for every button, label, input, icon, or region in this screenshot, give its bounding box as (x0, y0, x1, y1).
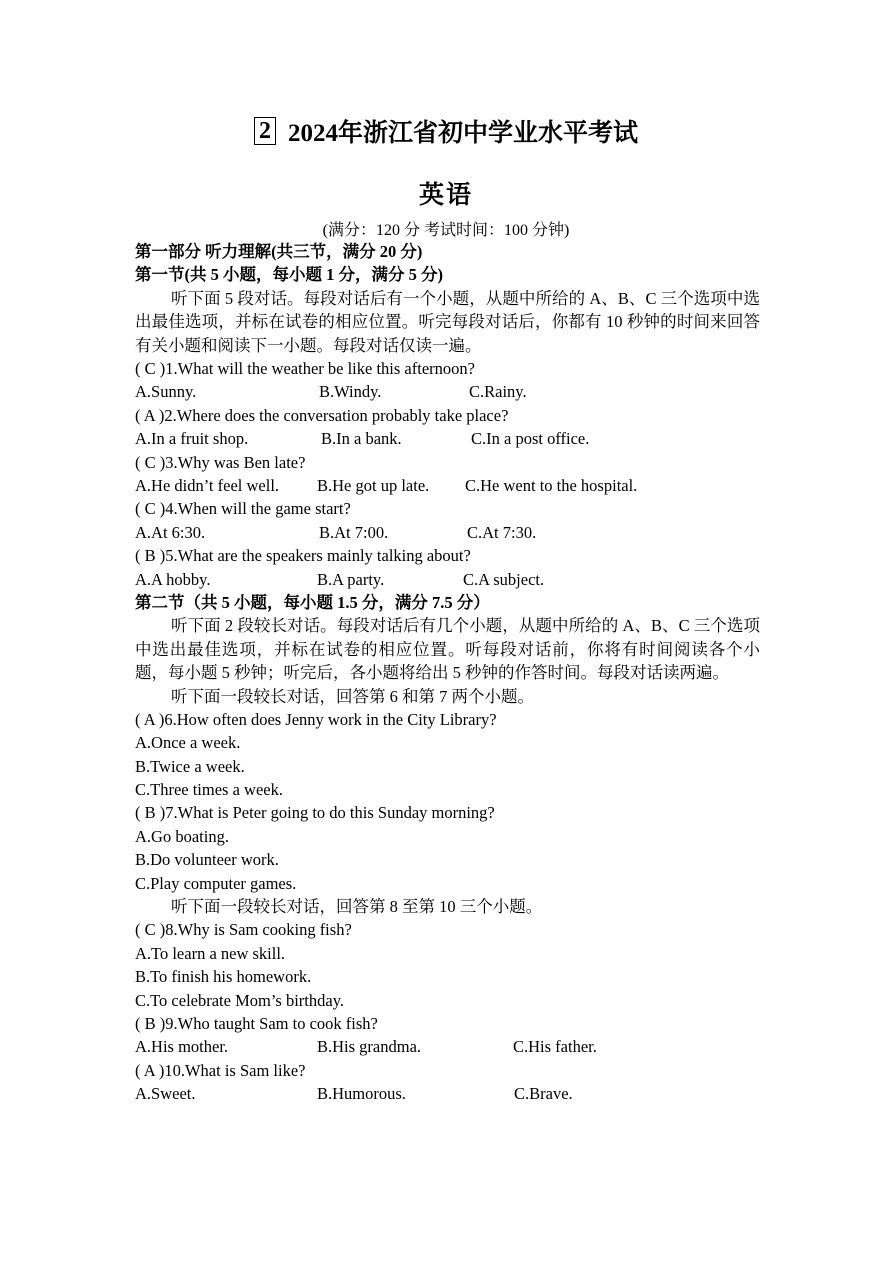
question-10: ( A )10.What is Sam like? (135, 1060, 306, 1080)
question-6: ( A )6.How often does Jenny work in the City Library? (135, 709, 497, 729)
exam-meta: (满分：120 分 考试时间：100 分钟) (322, 222, 570, 239)
option-a: A.At 6:30. (135, 522, 206, 542)
dialog1-intro: 听下面一段较长对话，回答第 6 和第 7 两个小题。 (171, 686, 534, 706)
option-a: A.In a fruit shop. (135, 429, 249, 449)
section2-instructions: 听下面 2 段较长对话。每段对话后有几个小题，从题中所给的 A、B、C 三个选项中选出最佳选项，并标在试卷的相应位置。听每段对话前，你将有时间阅读各个小题，每小题 5 秒钟；听完后，各小题将给出 5 秒钟的作答时间。每段对话读两遍。 (135, 616, 760, 683)
option-a: A.A hobby. (135, 569, 211, 589)
option-7a: A.Go boating. (135, 826, 229, 846)
option-a: A.His mother. (135, 1037, 229, 1057)
option-c: C.Rainy. (469, 382, 527, 402)
option-7b: B.Do volunteer work. (135, 850, 279, 870)
options-4 (135, 521, 760, 544)
option-6a: A.Once a week. (135, 733, 241, 753)
question-2: ( A )2.Where does the conversation probably take place? (135, 405, 509, 425)
options-9 (135, 1035, 760, 1058)
exam-title-row (0, 113, 892, 149)
question-8: ( C )8.Why is Sam cooking fish? (135, 920, 352, 940)
dialog2-intro: 听下面一段较长对话，回答第 8 至第 10 三个小题。 (171, 897, 543, 917)
paper-number-box: 2 (254, 117, 276, 145)
option-b: B.Humorous. (317, 1084, 406, 1104)
option-6c: C.Three times a week. (135, 780, 283, 800)
option-7c: C.Play computer games. (135, 873, 297, 893)
section1-heading-text: 第一节(共 5 小题，每小题 1 分，满分 5 分) (135, 265, 443, 285)
option-c: C.A subject. (463, 569, 545, 589)
options-5 (135, 568, 760, 591)
option-b: B.At 7:00. (319, 522, 389, 542)
question-9: ( B )9.Who taught Sam to cook fish? (135, 1013, 378, 1033)
option-b: B.A party. (317, 569, 385, 589)
option-b: B.His grandma. (317, 1037, 422, 1057)
section1-heading (135, 263, 760, 286)
option-c: C.At 7:30. (467, 522, 537, 542)
options-1 (135, 380, 760, 403)
question-4: ( C )4.When will the game start? (135, 499, 351, 519)
option-a: A.Sweet. (135, 1084, 196, 1104)
option-8c: C.To celebrate Mom’s birthday. (135, 990, 345, 1010)
options-3 (135, 474, 760, 497)
question-5: ( B )5.What are the speakers mainly talking about? (135, 546, 471, 566)
subject-title: 英语 (418, 182, 473, 209)
section1-instructions: 听下面 5 段对话。每段对话后有一个小题，从题中所给的 A、B、C 三个选项中选出最佳选项，并标在试卷的相应位置。听完每段对话后，你都有 10 秒钟的时间来回答有关小题和阅读下一小题。每段对话仅读一遍。 (135, 288, 760, 355)
section2-heading (135, 591, 760, 614)
options-2 (135, 427, 760, 450)
question-1: ( C )1.What will the weather be like this afternoon? (135, 359, 475, 378)
question-7: ( B )7.What is Peter going to do this Sunday morning? (135, 803, 495, 823)
option-b: B.In a bank. (321, 429, 402, 449)
question-3: ( C )3.Why was Ben late? (135, 452, 306, 472)
option-a: A.Sunny. (135, 382, 197, 402)
option-b: B.Windy. (319, 382, 382, 402)
option-8b: B.To finish his homework. (135, 967, 312, 987)
options-10 (135, 1082, 760, 1105)
exam-body (135, 240, 760, 1106)
option-b: B.He got up late. (317, 475, 430, 495)
option-c: C.Brave. (514, 1084, 573, 1104)
option-c: C.In a post office. (471, 429, 590, 449)
option-c: C.He went to the hospital. (465, 475, 638, 495)
option-8a: A.To learn a new skill. (135, 943, 286, 963)
part1-heading: 第一部分 听力理解(共三节，满分 20 分) (135, 242, 423, 261)
option-a: A.He didn’t feel well. (135, 475, 280, 495)
exam-title: 2024年浙江省初中学业水平考试 (287, 120, 638, 147)
section2-heading-text: 第二节（共 5 小题，每小题 1.5 分，满分 7.5 分） (135, 592, 490, 612)
option-c: C.His father. (513, 1037, 597, 1057)
option-6b: B.Twice a week. (135, 756, 245, 776)
